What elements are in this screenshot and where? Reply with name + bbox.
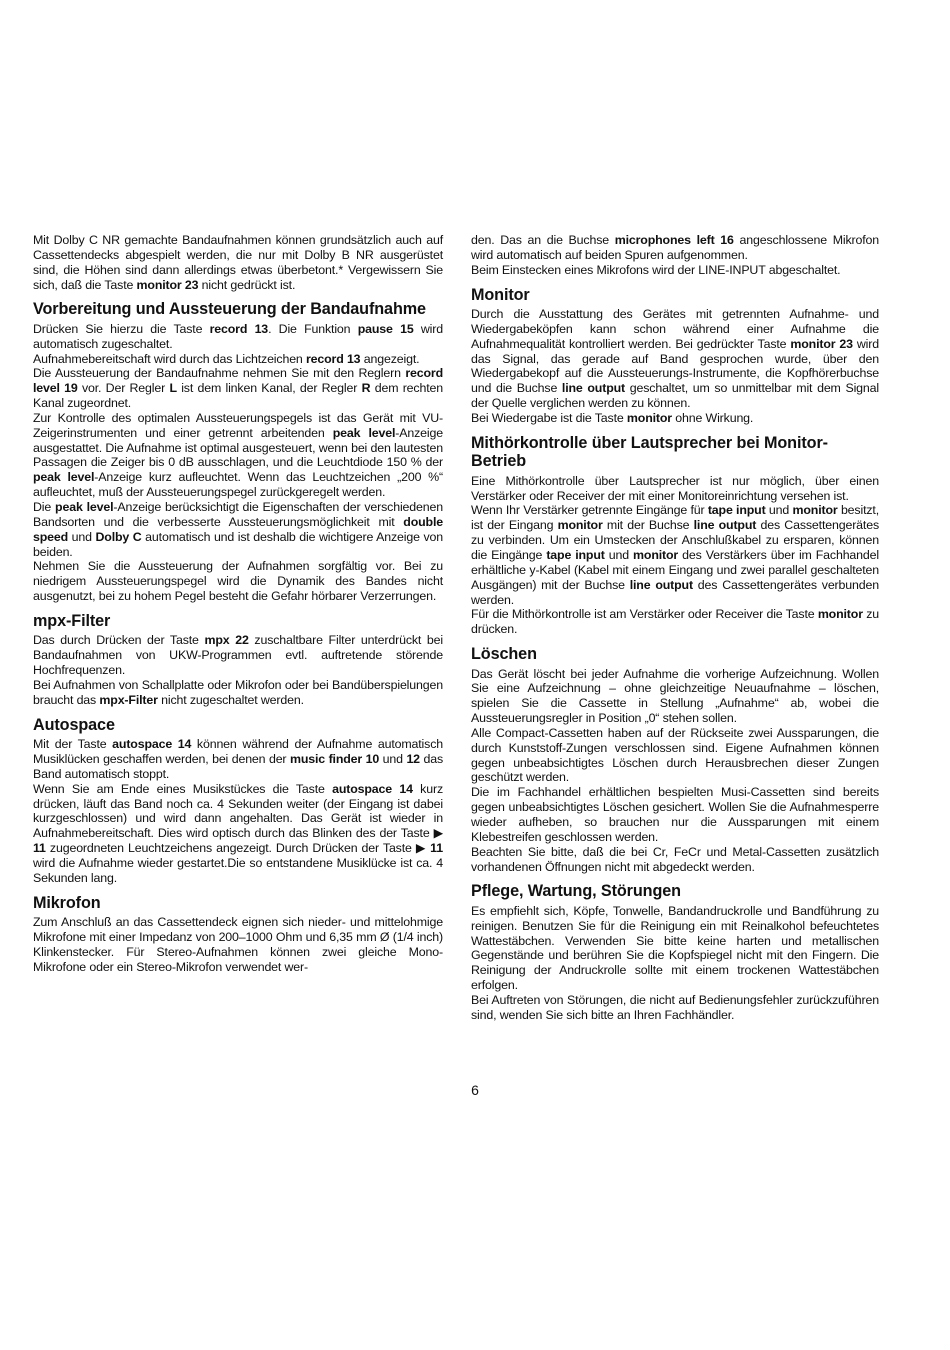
paragraph: Es empfiehlt sich, Köpfe, Tonwelle, Bandandruckrolle und Bandführung zu reinigen. Benutzen Sie für die Reinigung ein mit Reinalkohol befeuchtetes Wattestäbchen. Verwenden Sie bitte keine harten und metallischen Gegenstände und berühren Sie die Kopfspiegel nicht mit den Fingern. Die Reinigung der Andruckrolle sollte mit einem trockenen Wattestäbchen erfolgen. (471, 903, 879, 993)
paragraph: Das durch Drücken der Taste mpx 22 zuschaltbare Filter unterdrückt bei Bandaufnahmen von UKW-Programmen evtl. auftretende störende Hochfrequenzen. (33, 633, 444, 678)
bold-term: autospace 14 (112, 737, 192, 752)
paragraph: Die im Fachhandel erhältlichen bespielten Musi-Cassetten sind bereits gegen unbeabsichtigtes Löschen gesichert. Wollen Sie die Aufnahmesperre wieder aufheben, so brauchen nur die Aussparungen mit einem Klebestreifen geschlossen werden. (471, 785, 879, 844)
bold-term: double speed (33, 514, 443, 544)
bold-term: microphones left 16 (614, 233, 734, 247)
bold-term: monitor (817, 607, 863, 622)
paragraph: Drücken Sie hierzu die Taste record 13. Die Funktion pause 15 wird automatisch zugeschaltet. (33, 321, 443, 351)
paragraph: Die Aussteuerung der Bandaufnahme nehmen Sie mit den Reglern record level 19 vor. Der Regler L ist dem linken Kanal, der Regler R dem rechten Kanal zugeordnet. (33, 366, 443, 411)
bold-term: pause 15 (357, 321, 414, 336)
bold-term: line output (629, 577, 693, 592)
heading-mpx-filter: mpx-Filter (33, 611, 111, 630)
paragraph: Für die Mithörkontrolle ist am Verstärker oder Receiver die Taste monitor zu drücken. (471, 607, 879, 637)
intro-paragraph: Mit Dolby C NR gemachte Bandaufnahmen können grundsätzlich auch auf Cassettendecks abgespielt werden, die nur mit Dolby B NR ausgerüstet sind, die Höhen sind dann allerdings etwas überbetont.* Vergewissern Sie sich, daß die Taste monitor 23 nicht gedrückt ist. (33, 233, 444, 292)
paragraph: Die peak level-Anzeige berücksichtigt die Eigenschaften der verschiedenen Bandsorten und die verbesserte Aussteuerungsmöglichkeit mit double speed und Dolby C automatisch und ist deshalb die wichtigere Anzeige von beiden. (33, 500, 444, 559)
bold-term: line output (693, 518, 757, 533)
bold-term: monitor 23 (136, 277, 199, 292)
bold-term: 12 (406, 751, 420, 766)
bold-term: R (361, 381, 371, 396)
heading-vorbereitung: Vorbereitung und Aussteuerung der Bandaufnahme (33, 300, 426, 319)
bold-term: monitor (792, 503, 838, 518)
paragraph: den. Das an die Buchse microphones left 16 angeschlossene Mikrofon wird automatisch auf beiden Spuren aufgenommen. (471, 233, 880, 262)
bold-term: ▶ 11 (33, 826, 443, 856)
paragraph: Bei Auftreten von Störungen, die nicht auf Bedienungsfehler zurückzuführen sind, wenden Sie sich bitte an Ihren Fachhändler. (471, 992, 879, 1022)
bold-term: music finder 10 (289, 751, 380, 766)
paragraph: Zum Anschluß an das Cassettendeck eignen sich nieder- und mittelohmige Mikrofone mit einer Impedanz von 200–1000 Ohm und 6,35 mm Ø (1/4 inch) Klinkenstecker. Für Stereo-Aufnahmen können zwei gleiche Mono-Mikrofone oder ein Stereo-Mikrofon verwendet wer- (33, 915, 443, 974)
paragraph: Alle Compact-Cassetten haben auf der Rückseite zwei Aussparungen, die durch Kunststoff-Zungen verschlossen sind. Eigene Aufnahmen können gegen unbeabsichtigtes Löschen durch Herausbrechen dieser Zungen geschützt werden. (471, 725, 879, 785)
bold-term: line output (561, 381, 626, 396)
paragraph: Beim Einstecken eines Mikrofons wird der LINE-INPUT abgeschaltet. (471, 262, 841, 277)
paragraph: Mit der Taste autospace 14 können während der Aufnahme automatisch Musiklücken geschaffen werden, bei denen der music finder 10 und 12 das Band automatisch stoppt. (33, 737, 443, 781)
paragraph: Bei Aufnahmen von Schallplatte oder Mikrofon oder bei Bandüberspielungen braucht das mpx-Filter nicht zugeschaltet werden. (33, 677, 443, 707)
paragraph: Nehmen Sie die Aussteuerung der Aufnahmen sorgfältig vor. Bei zu niedrigem Aussteuerungspegel wird die Dynamik des Bandes nicht ausgenutzt, bei zu hohem Pegel besteht die Gefahr hörbarer Verzerrungen. (33, 559, 443, 604)
bold-term: record 13 (209, 321, 269, 336)
paragraph: Beachten Sie bitte, daß die bei Cr, FeCr und Metal-Cassetten zusätzlich vorhandenen Öffnungen nicht mit abgedeckt werden. (471, 844, 879, 874)
paragraph: Wenn Ihr Verstärker getrennte Eingänge für tape input und monitor besitzt, ist der Eingang monitor mit der Buchse line output des Cassettengerätes zu verbinden. Um ein Umstecken der Anschlußkabel zu ersparen, können die Eingänge tape input und monitor des Verstärkers über im Fachhandel erhältliche y-Kabel (Kabel mit einem Eingang und zwei parallel geschalteten Ausgängen) mit der Buchse line output des Cassettengerätes verbunden werden. (471, 503, 880, 607)
heading-mikrofon: Mikrofon (33, 893, 101, 912)
paragraph: Zur Kontrolle des optimalen Aussteuerungspegels ist das Gerät mit VU-Zeigerinstrumenten und einer getrennt arbeitenden peak level-Anzeige ausgestattet. Die Aufnahme ist optimal ausgesteuert, wenn bei den lautesten Passagen die Zeiger bis 0 dB ausschlagen, und die Leuchtdiode 150 % der peak level-Anzeige kurz aufleuchtet. Wenn das Leuchtzeichen „200 %“ aufleuchtet, muß der Aussteuerungspegel zurückgeregelt werden. (33, 410, 443, 500)
bold-term: Dolby C (95, 529, 142, 544)
bold-term: mpx-Filter (99, 692, 158, 707)
bold-term: tape input (546, 548, 605, 562)
left-column (33, 233, 443, 974)
paragraph: Durch die Ausstattung des Gerätes mit getrennten Aufnahme- und Wiedergabeköpfen kann schon während einer Aufnahme die Aufnahmequalität kontrolliert werden. Bei gedrückter Taste monitor 23 wird das Signal, das gerade auf Band gesprochen wurde, über den Wiedergabekopf auf die Aussteuerungs-Instrumente, die Kopfhörerbuchse und die Buchse line output geschaltet, um so unmittelbar mit dem Signal der Quelle verglichen werden zu können. (471, 307, 879, 411)
bold-term: monitor 23 (790, 336, 853, 351)
heading-monitor: Monitor (471, 285, 530, 304)
heading-mithoerkontrolle: Mithörkontrolle über Lautsprecher bei Monitor-Betrieb (471, 433, 828, 471)
paragraph: Aufnahmebereitschaft wird durch das Lichtzeichen record 13 angezeigt. (33, 351, 420, 366)
bold-term: L (169, 381, 177, 396)
bold-term: record level 19 (33, 366, 443, 396)
heading-pflege: Pflege, Wartung, Störungen (471, 882, 681, 901)
bold-term: autospace 14 (332, 781, 413, 796)
bold-term: peak level (332, 425, 396, 440)
page-number: 6 (471, 1082, 479, 1098)
bold-term: tape input (707, 503, 766, 518)
paragraph: Das Gerät löscht bei jeder Aufnahme die vorherige Aufzeichnung. Wollen Sie eine Aufzeichnung – ohne gleichzeitige Neuaufnahme – löschen, spielen Sie die Cassette in Stellung „Aufnahme“ ab, wobei die Aussteuerungsregler in Position „0“ stehen sollen. (471, 666, 879, 726)
heading-loeschen: Löschen (471, 645, 537, 664)
bold-term: monitor (633, 548, 679, 562)
bold-term: monitor (626, 410, 672, 425)
bold-term: peak level (55, 500, 114, 514)
bold-term: peak level (33, 470, 95, 485)
bold-term: monitor (557, 518, 603, 533)
paragraph: Eine Mithörkontrolle über Lautsprecher ist nur möglich, über einen Verstärker oder Receiver der mit einer Monitoreinrichtung versehen ist. (471, 473, 879, 503)
paragraph: Bei Wiedergabe ist die Taste monitor ohne Wirkung. (471, 410, 754, 425)
paragraph: Wenn Sie am Ende eines Musikstückes die Taste autospace 14 kurz drücken, läuft das Band noch ca. 4 Sekunden weiter (der Eingang ist dabei kurzgeschlossen) und wird dann angehalten. Das Gerät ist wieder in Aufnahmebereitschaft. Dies wird optisch durch das Blinken des der Taste ▶ 11 zugeordneten Leuchtzeichens angezeigt. Durch Drücken der Taste ▶ 11 wird die Aufnahme wieder gestartet.Die so entstandene Musiklücke ist ca. 4 Sekunden lang. (33, 781, 443, 885)
bold-term: record 13 (305, 351, 361, 366)
bold-term: ▶ 11 (415, 841, 443, 856)
right-column (471, 233, 879, 1023)
heading-autospace: Autospace (33, 715, 115, 734)
bold-term: mpx 22 (204, 633, 249, 648)
